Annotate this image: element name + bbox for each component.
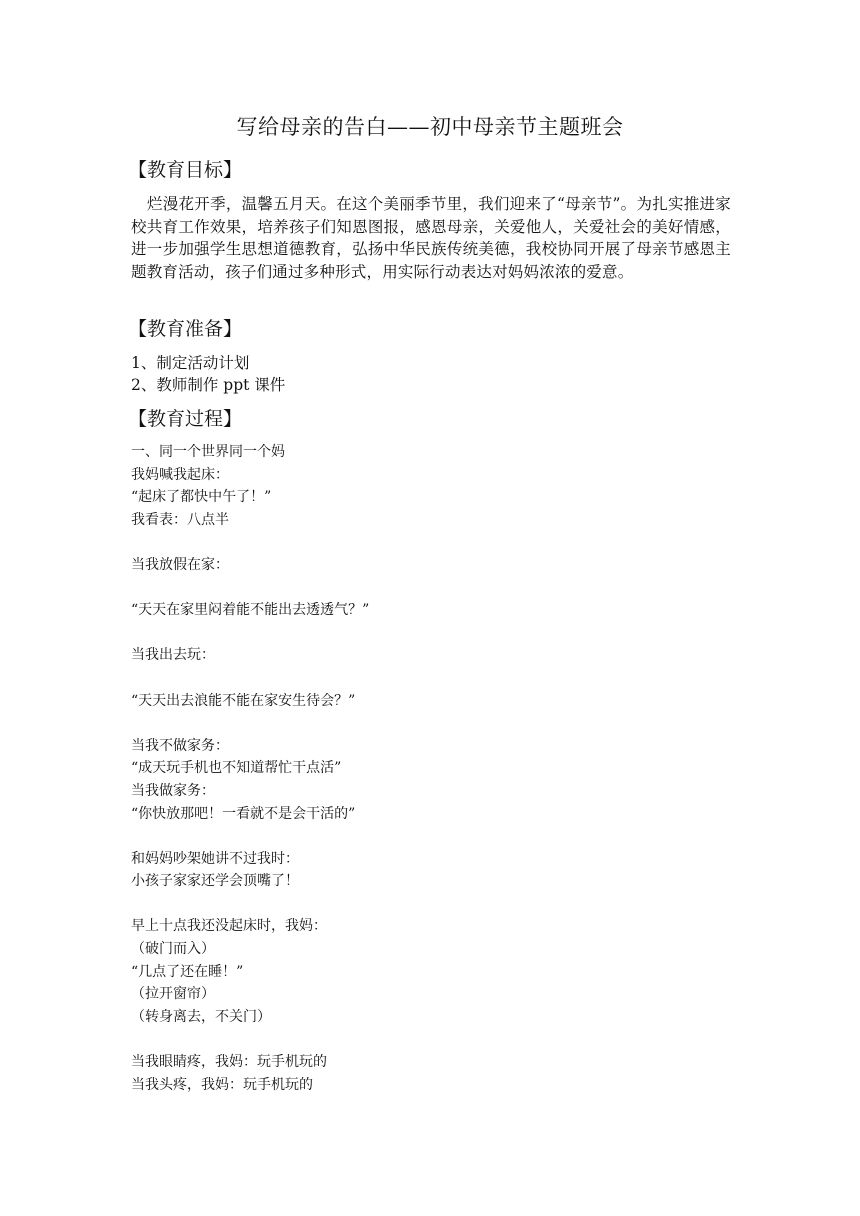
process-line: “起床了都快中午了！”: [131, 489, 272, 506]
process-line: （拉开窗帘）: [131, 986, 215, 1003]
process-line: （转身离去，不关门）: [131, 1008, 271, 1025]
process-line: 当我做家务：: [131, 782, 215, 799]
process-line: 和妈妈吵架她讲不过我时：: [131, 850, 299, 867]
prep-item: 1、制定活动计划: [131, 354, 250, 372]
blank-line: [131, 825, 369, 848]
section-heading-goal: 【教育目标】: [128, 159, 243, 181]
process-line: 当我头疼，我妈：玩手机玩的: [131, 1076, 313, 1093]
process-line: 一、同一个世界同一个妈: [131, 444, 285, 460]
process-line: “你快放那吧！一看就不是会干活的”: [131, 805, 356, 822]
blank-line: [131, 622, 369, 645]
blank-line: [131, 577, 369, 600]
document-title: 写给母亲的告白——初中母亲节主题班会: [236, 115, 624, 139]
process-line: 我看表：八点半: [131, 511, 229, 528]
process-line: “成天玩手机也不知道帮忙干点活”: [131, 760, 342, 777]
process-line: 当我出去玩：: [131, 647, 215, 664]
process-line: 当我不做家务：: [131, 737, 229, 754]
blank-line: [131, 712, 369, 735]
blank-line: [131, 893, 369, 916]
process-line: 小孩子家家还学会顶嘴了！: [131, 873, 299, 890]
process-line: （破门而入）: [131, 941, 215, 958]
prep-item: 2、教师制作 ppt 课件: [131, 376, 286, 394]
prep-list: [131, 352, 285, 396]
process-line: 当我眼睛疼，我妈：玩手机玩的: [131, 1054, 327, 1071]
process-line: “几点了还在睡！”: [131, 963, 244, 980]
section-heading-prep: 【教育准备】: [128, 318, 243, 340]
process-line: 我妈喊我起床：: [131, 466, 229, 483]
blank-line: [131, 531, 369, 554]
process-line: 早上十点我还没起床时，我妈：: [131, 918, 327, 935]
blank-line: [131, 667, 369, 690]
process-lines: [131, 441, 369, 1096]
section-heading-process: 【教育过程】: [128, 408, 243, 430]
process-line: 当我放假在家：: [131, 556, 229, 573]
process-line: “天天在家里闷着能不能出去透透气？”: [131, 602, 370, 619]
process-line: “天天出去浪能不能在家安生待会？”: [131, 692, 356, 709]
blank-line: [131, 1028, 369, 1051]
goal-paragraph: 烂漫花开季，温馨五月天。在这个美丽季节里，我们迎来了“母亲节”。为扎实推进家校共育工作效果，培养孩子们知恩图报，感恩母亲，关爱他人，关爱社会的美好情感，进一步加强学生思想道德教育，弘扬中华民族传统美德，我校协同开展了母亲节感恩主题教育活动，孩子们通过多种形式，用实际行动表达对妈妈浓浓的爱意。: [131, 195, 731, 281]
